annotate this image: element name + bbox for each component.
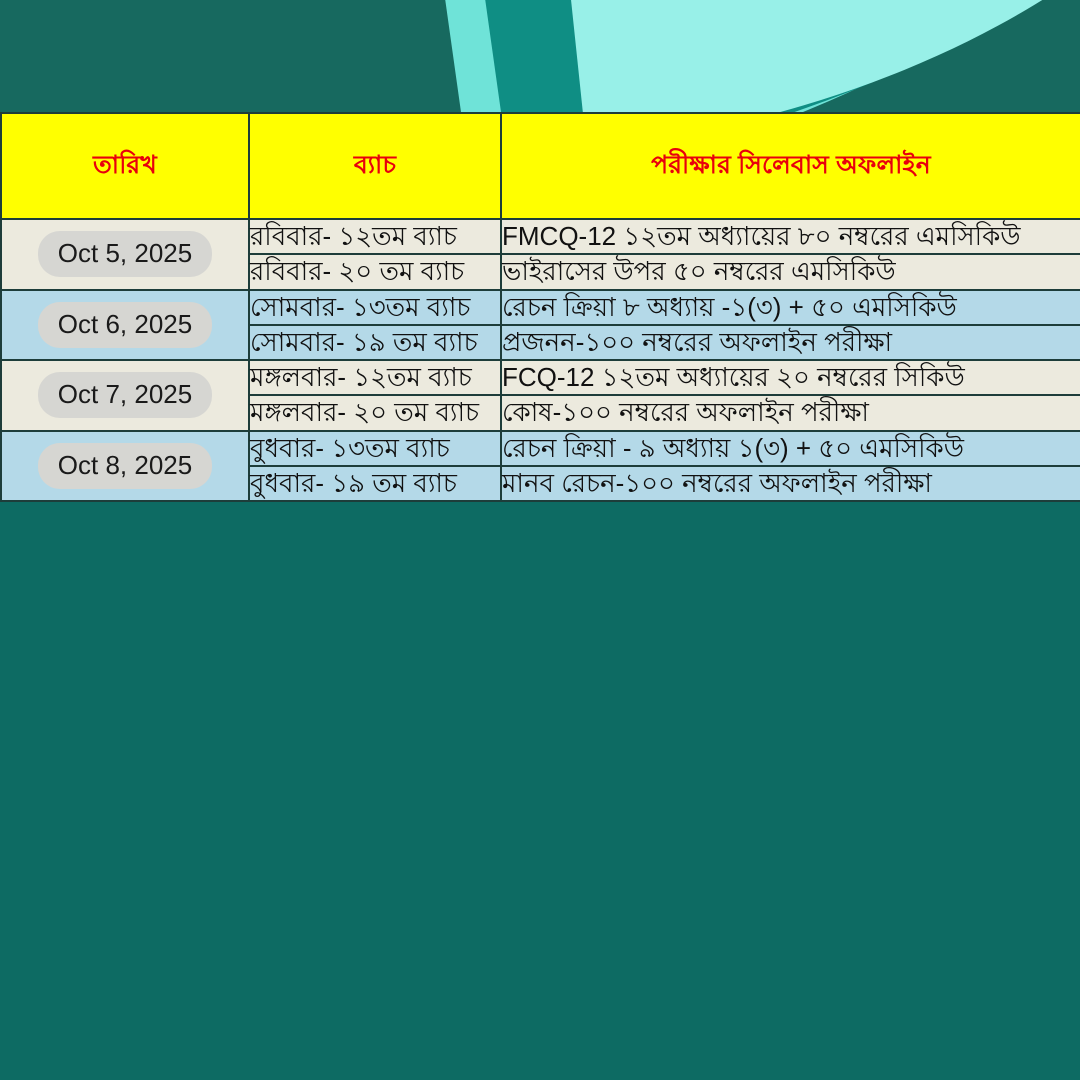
decorative-banner xyxy=(0,0,1080,112)
syllabus-cell: প্রজনন-১০০ নম্বরের অফলাইন পরীক্ষা xyxy=(501,325,1080,360)
column-header-date: তারিখ xyxy=(1,113,249,219)
syllabus-cell: রেচন ক্রিয়া ৮ অধ্যায় -১(৩) + ৫০ এমসিকিউ xyxy=(501,290,1080,325)
date-cell xyxy=(1,290,249,361)
syllabus-cell: কোষ-১০০ নম্বরের অফলাইন পরীক্ষা xyxy=(501,395,1080,430)
column-header-syllabus: পরীক্ষার সিলেবাস অফলাইন xyxy=(501,113,1080,219)
header-row xyxy=(1,113,1080,219)
date-badge: Oct 6, 2025 xyxy=(38,302,212,348)
syllabus-cell: ভাইরাসের উপর ৫০ নম্বরের এমসিকিউ xyxy=(501,254,1080,289)
column-header-batch: ব্যাচ xyxy=(249,113,501,219)
date-cell xyxy=(1,219,249,290)
batch-cell: মঙ্গলবার- ২০ তম ব্যাচ xyxy=(249,395,501,430)
date-cell xyxy=(1,431,249,502)
batch-cell: বুধবার- ১৯ তম ব্যাচ xyxy=(249,466,501,501)
date-badge: Oct 5, 2025 xyxy=(38,231,212,277)
batch-cell: বুধবার- ১৩তম ব্যাচ xyxy=(249,431,501,466)
syllabus-cell: মানব রেচন-১০০ নম্বরের অফলাইন পরীক্ষা xyxy=(501,466,1080,501)
batch-cell: মঙ্গলবার- ১২তম ব্যাচ xyxy=(249,360,501,395)
batch-cell: সোমবার- ১৩তম ব্যাচ xyxy=(249,290,501,325)
date-badge: Oct 7, 2025 xyxy=(38,372,212,418)
table-row xyxy=(1,290,1080,325)
table-row xyxy=(1,360,1080,395)
date-badge: Oct 8, 2025 xyxy=(38,443,212,489)
syllabus-cell: FMCQ-12 ১২তম অধ্যায়ের ৮০ নম্বরের এমসিকিউ xyxy=(501,219,1080,254)
table-body xyxy=(1,219,1080,501)
batch-cell: সোমবার- ১৯ তম ব্যাচ xyxy=(249,325,501,360)
batch-cell: রবিবার- ১২তম ব্যাচ xyxy=(249,219,501,254)
syllabus-cell: FCQ-12 ১২তম অধ্যায়ের ২০ নম্বরের সিকিউ xyxy=(501,360,1080,395)
syllabus-cell: রেচন ক্রিয়া - ৯ অধ্যায় ১(৩) + ৫০ এমসিকিউ xyxy=(501,431,1080,466)
table-row xyxy=(1,219,1080,254)
table-header xyxy=(1,113,1080,219)
date-cell xyxy=(1,360,249,431)
exam-schedule-table xyxy=(0,112,1080,502)
batch-cell: রবিবার- ২০ তম ব্যাচ xyxy=(249,254,501,289)
banner-swoosh-mint-icon xyxy=(538,0,1080,112)
table-row xyxy=(1,431,1080,466)
